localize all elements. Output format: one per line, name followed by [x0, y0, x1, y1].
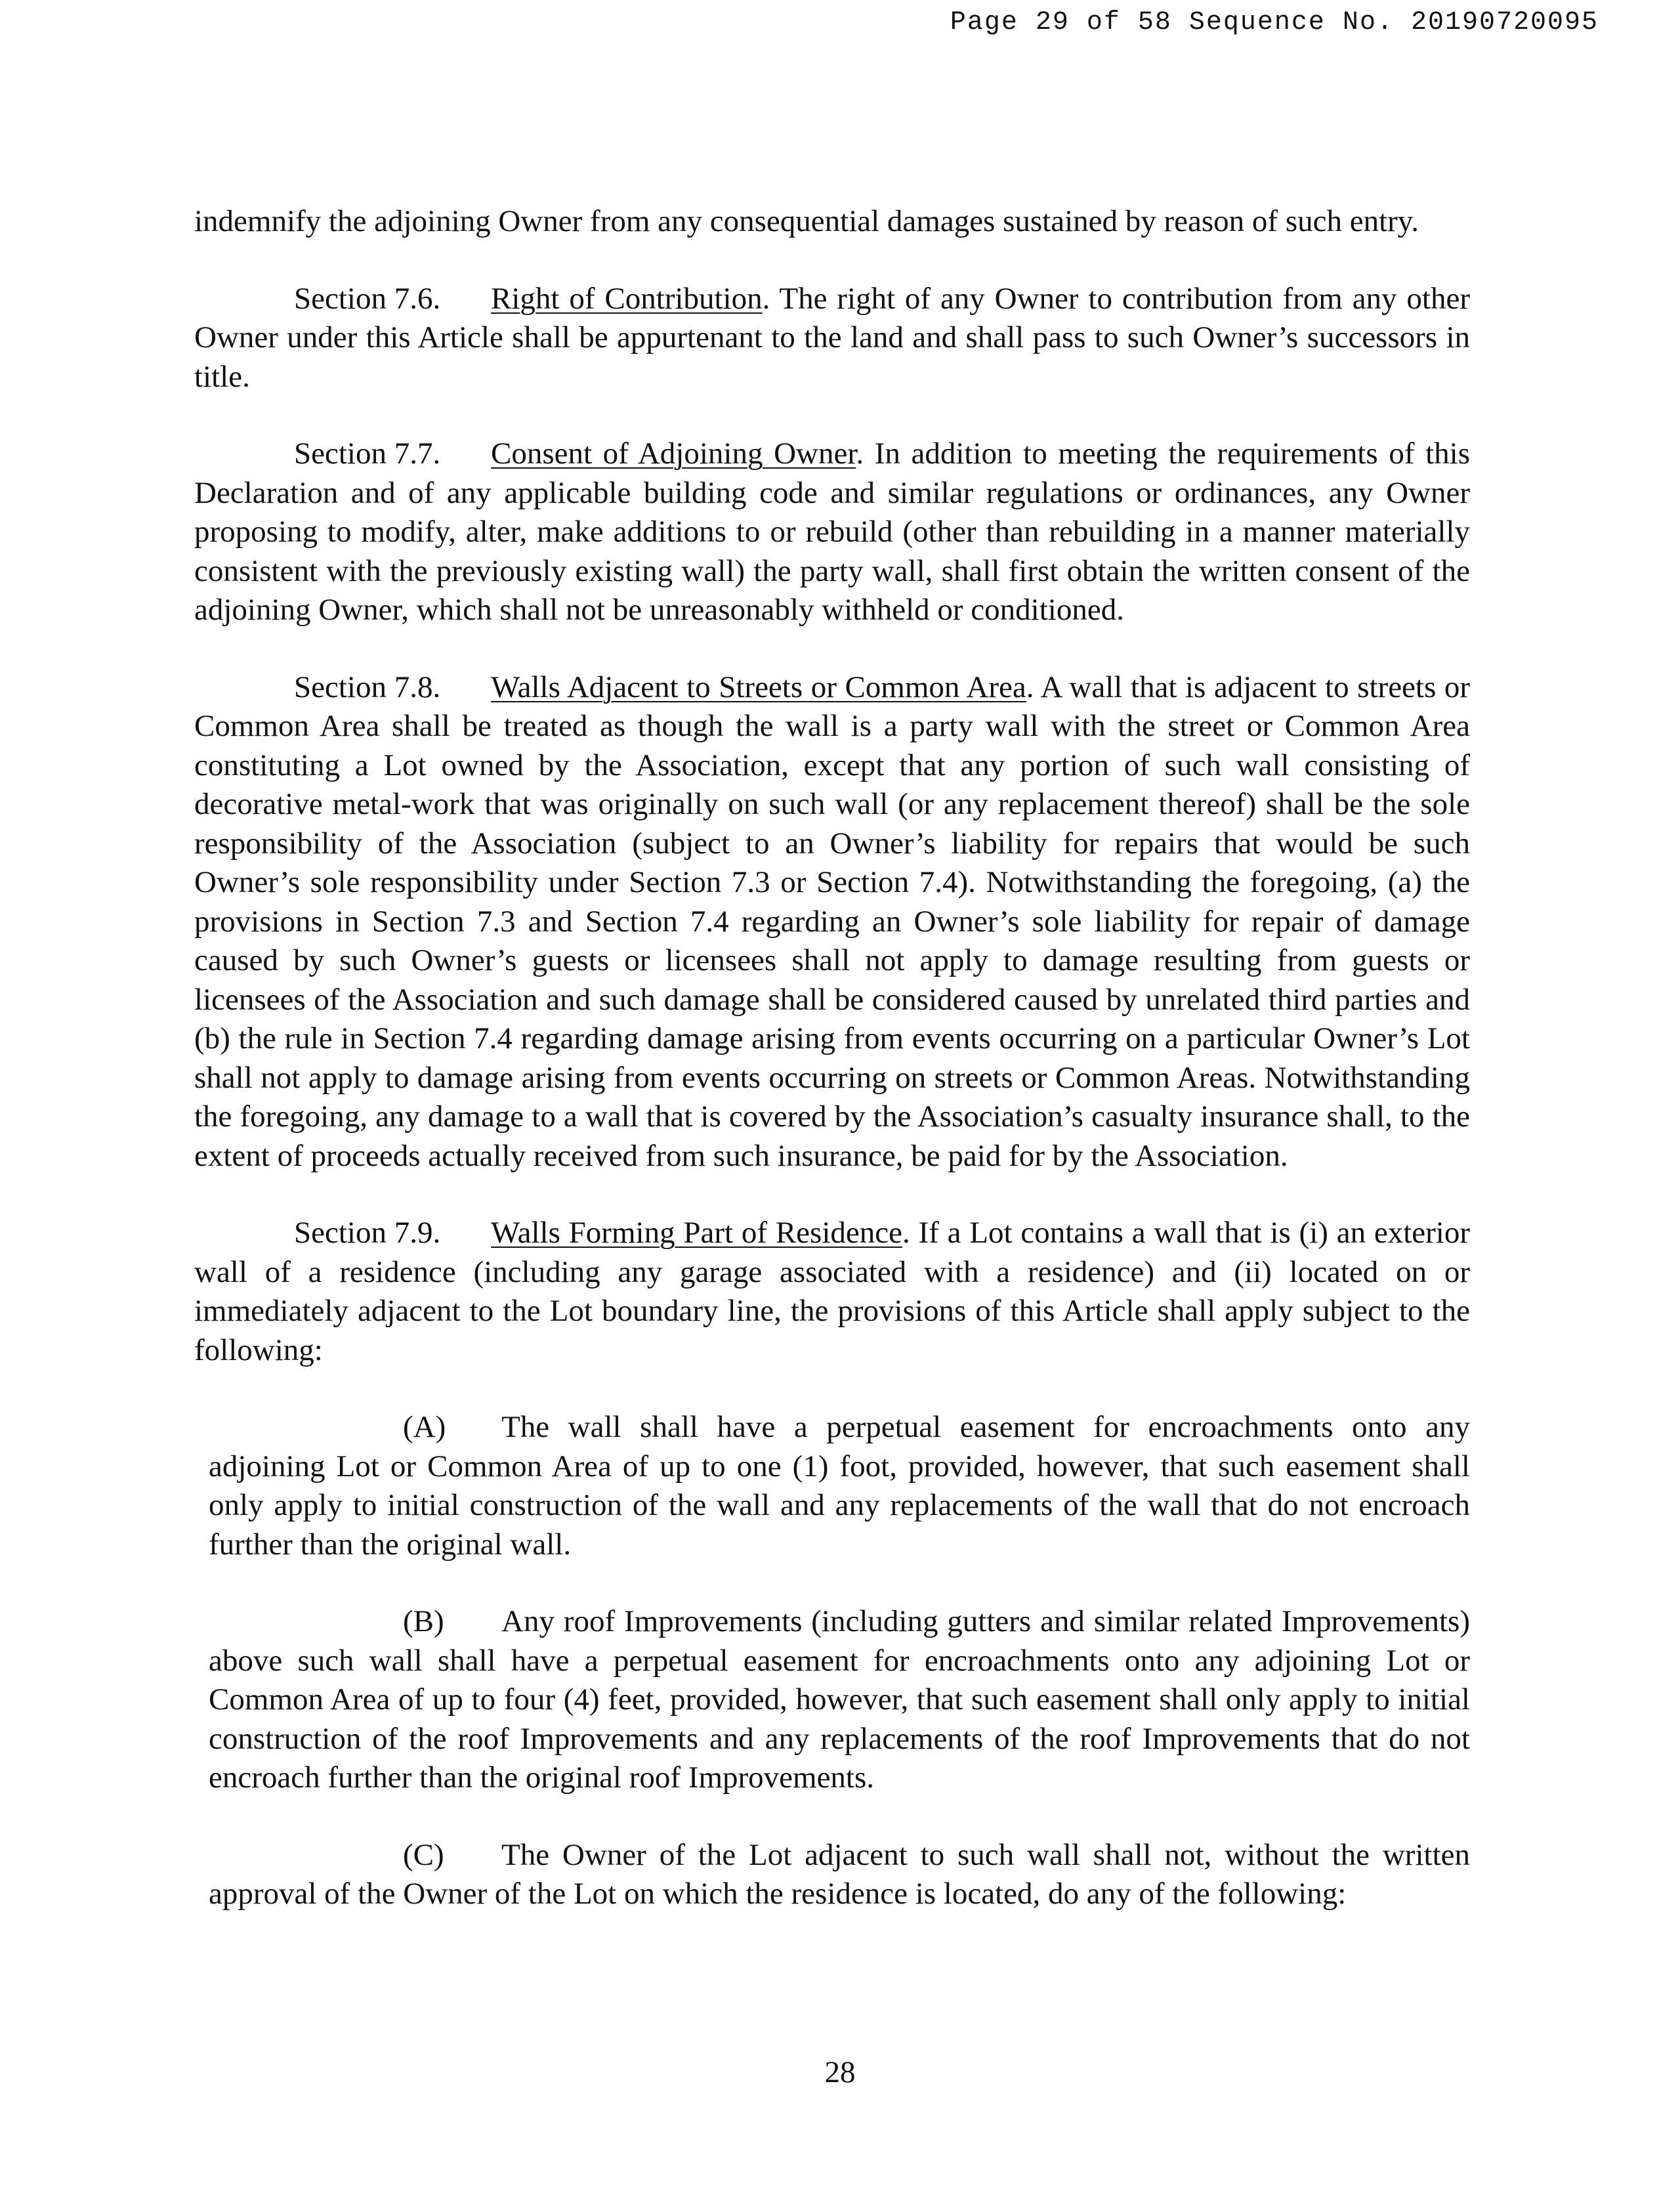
section-number: Section 7.7.	[294, 437, 441, 471]
section-number: Section 7.6.	[294, 281, 441, 316]
subsection-text: The Owner of the Lot adjacent to such wall shall not, without the written approval of the Owner of the Lot on which the residence is located, do any of the following:	[209, 1837, 1470, 1911]
section-7-9	[194, 1214, 1470, 1370]
section-text: . If a Lot contains a wall that is (i) an exterior wall of a residence (including any garage associated with a residence) and (ii) located on or immediately adjacent to the Lot boundary line, the provisions of this Article shall apply subject to the following:	[194, 1216, 1471, 1367]
page-number: 28	[824, 2055, 856, 2089]
section-text: . In addition to meeting the requirements of this Declaration and of any applicable building code and similar regulations or ordinances, any Owner proposing to modify, alter, make additions to or rebuild (other than rebuilding in a manner materially consistent with the previously existing wall) the party wall, shall first obtain the written consent of the adjoining Owner, which shall not be unreasonably withheld or conditioned.	[194, 437, 1470, 627]
document-body	[194, 202, 1470, 1952]
subsection-label: (B)	[403, 1604, 444, 1638]
section-number: Section 7.8.	[294, 670, 441, 704]
section-text: . The right of any Owner to contribution from any other Owner under this Article shall be appurtenant to the land and shall pass to such Owner’s successors in title.	[194, 281, 1470, 394]
section-7-8	[194, 668, 1470, 1176]
section-title: Consent of Adjoining Owner	[491, 437, 856, 471]
subsection-label: (A)	[403, 1410, 446, 1444]
section-7-7	[194, 435, 1470, 630]
section-title: Walls Adjacent to Streets or Common Area	[491, 670, 1026, 704]
section-title: Right of Contribution	[491, 281, 763, 316]
subsection-b	[209, 1602, 1470, 1798]
section-text: . A wall that is adjacent to streets or Common Area shall be treated as though the wall is a party wall with the street or Common Area constituting a Lot owned by the Association, except that any portion of such wall consisting of decorative metal-work that was originally on such wall (or any replacement thereof) shall be the sole responsibility of the Association (subject to an Owner’s liability for repairs that would be such Owner’s sole responsibility under Section 7.3 or Section 7.4). Notwithstanding the foregoing, (a) the provisions in Section 7.3 and Section 7.4 regarding an Owner’s sole liability for repair of damage caused by such Owner’s guests or licensees shall not apply to damage resulting from guests or licensees of the Association and such damage shall be considered caused by unrelated third parties and (b) the rule in Section 7.4 regarding damage arising from events occurring on a particular Owner’s Lot shall not apply to damage arising from events occurring on streets or Common Areas. Notwithstanding the foregoing, any damage to a wall that is covered by the Association’s casualty insurance shall, to the extent of proceeds actually received from such insurance, be paid for by the Association.	[194, 670, 1470, 1173]
subsection-a	[209, 1408, 1470, 1564]
subsection-c	[209, 1836, 1470, 1914]
subsection-text: Any roof Improvements (including gutters and similar related Improvements) above such wall shall have a perpetual easement for encroachments onto any adjoining Lot or Common Area of up to four (4) feet, provided, however, that such easement shall only apply to initial construction of the roof Improvements and any replacements of the roof Improvements that do not encroach further than the original roof Improvements.	[209, 1604, 1470, 1795]
page-sequence-stamp: Page 29 of 58 Sequence No. 20190720095	[950, 8, 1599, 37]
subsection-label: (C)	[403, 1837, 444, 1872]
subsection-text: The wall shall have a perpetual easement for encroachments onto any adjoining Lot or Common Area of up to one (1) foot, provided, however, that such easement shall only apply to initial construction of the wall and any replacements of the wall that do not encroach further than the original wall.	[209, 1410, 1470, 1562]
section-number: Section 7.9.	[294, 1216, 441, 1250]
intro-paragraph: indemnify the adjoining Owner from any consequential damages sustained by reason of such entry.	[194, 204, 1419, 238]
section-title: Walls Forming Part of Residence	[491, 1216, 902, 1250]
section-7-6	[194, 280, 1470, 397]
